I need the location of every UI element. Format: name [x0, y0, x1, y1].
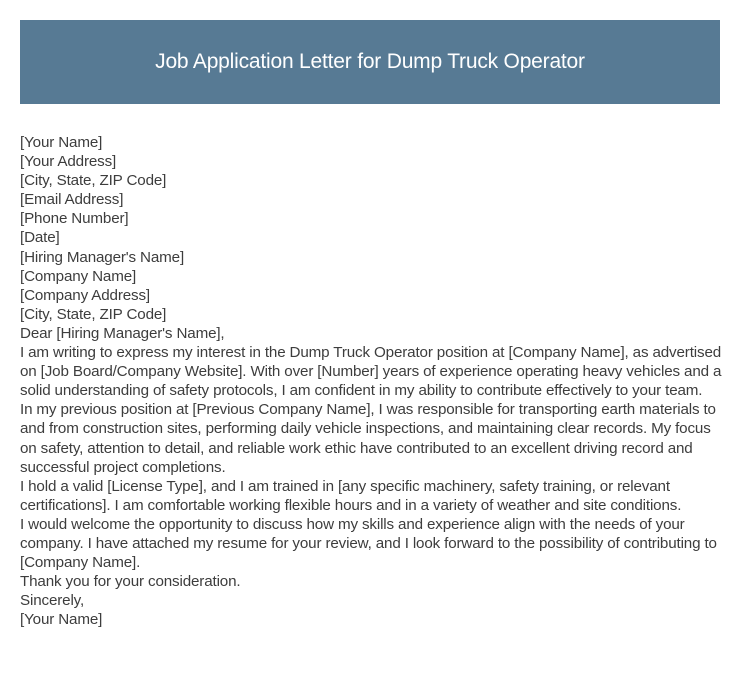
- sender-name: [Your Name]: [20, 134, 103, 151]
- sender-email: [Email Address]: [20, 191, 124, 209]
- page-title: Job Application Letter for Dump Truck Operator: [155, 50, 585, 73]
- title-banner: [20, 20, 720, 104]
- recipient-city-state-zip: [City, State, ZIP Code]: [20, 305, 167, 323]
- paragraph-qualifications: I hold a valid [License Type], and I am trained in [any specific machinery, safety training, or relevant certifications]. I am comfortable working flexible hours and in a variety of weather and site conditions.: [20, 477, 682, 514]
- paragraph-closing-request: I would welcome the opportunity to discuss how my skills and experience align with the needs of your company. I have attached my resume for your review, and I look forward to the possibility of contributing to [Company Name].: [20, 515, 717, 572]
- paragraph-intro: I am writing to express my interest in the Dump Truck Operator position at [Company Name], as advertised on [Job Board/Company Website]. With over [Number] years of experience operating heavy vehicles and a solid understanding of safety protocols, I am confident in my ability to contribute effectively to your team.: [20, 344, 722, 400]
- salutation: Dear [Hiring Manager's Name],: [20, 324, 225, 342]
- signature: [Your Name]: [20, 611, 103, 629]
- paragraph-thanks: Thank you for your consideration.: [20, 573, 241, 591]
- sender-phone: [Phone Number]: [20, 210, 129, 228]
- sender-address: [Your Address]: [20, 153, 117, 171]
- paragraph-experience: In my previous position at [Previous Company Name], I was responsible for transporting earth materials to and from construction sites, performing daily vehicle inspections, and maintaining clear records. My focus on safety, attention to detail, and reliable work ethic have contributed to an excellent driving record and successful project completions.: [20, 401, 716, 476]
- recipient-company-address: [Company Address]: [20, 286, 150, 304]
- recipient-company-name: [Company Name]: [20, 267, 137, 285]
- letter-date: [Date]: [20, 229, 60, 247]
- letter-body: [20, 133, 722, 629]
- closing: Sincerely,: [20, 592, 85, 610]
- sender-city-state-zip: [City, State, ZIP Code]: [20, 172, 167, 190]
- recipient-hiring-manager: [Hiring Manager's Name]: [20, 248, 185, 266]
